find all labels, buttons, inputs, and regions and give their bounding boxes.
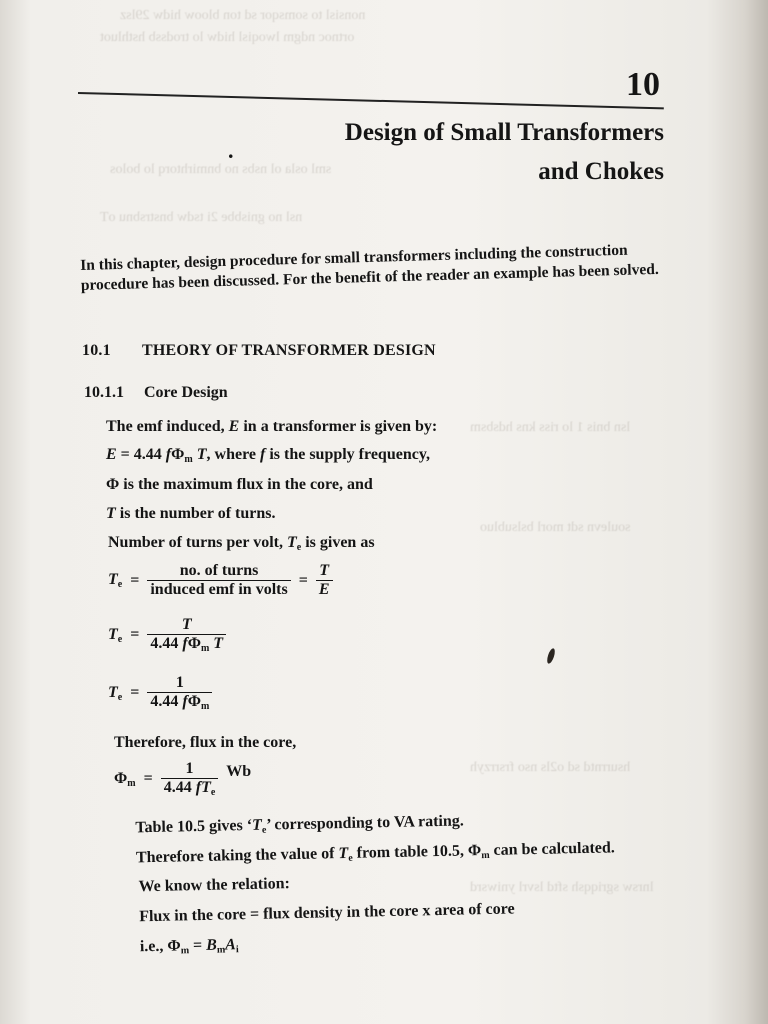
subsection-title: Core Design xyxy=(144,384,228,401)
bleed-through-text: hsurrntd sd o2ls nso frsrrzyh xyxy=(470,760,631,775)
emf-intro: The emf induced, E in a transformer is given by: xyxy=(106,418,438,435)
emf-equation: E = 4.44 $f\Phi_m$ T, where f is the supply frequency, xyxy=(106,446,430,465)
relation-intro: We know the relation: xyxy=(138,875,291,896)
chapter-number: 10 xyxy=(626,66,660,103)
te-equation-1: $T_e$ = $\frac{\text{no. of turns}}{\text{induced emf in volts}}$ = $\frac{T}{E}$ xyxy=(108,562,333,599)
table-reference: Table 10.5 gives ‘$T_e$’ corresponding to VA rating. xyxy=(135,812,464,837)
chapter-intro: In this chapter, design procedure for small transformers including the construction procedure has been discussed. For the benefit of the reader an example has been solved. xyxy=(80,241,659,295)
subsection-number: 10.1.1 xyxy=(84,384,124,401)
subsection-heading xyxy=(84,384,228,402)
te-equation-3: $T_e$ = $\frac{1}{4.44 f\Phi_m}$ xyxy=(108,674,212,712)
section-heading xyxy=(82,342,436,360)
flux-relation: Flux in the core = flux density in the core x area of core xyxy=(139,900,515,926)
section-title: THEORY OF TRANSFORMER DESIGN xyxy=(142,342,436,359)
section-number: 10.1 xyxy=(82,342,111,359)
ink-mark xyxy=(546,647,557,664)
bleed-through-text: sml osla ol nsbs no bnmirhtorq lo bolos xyxy=(110,162,332,177)
bleed-through-text: ortnoc ndgm lwoqisl hidw lo trodssb hsthluot xyxy=(100,30,355,45)
turns-definition: T is the number of turns. xyxy=(106,505,276,522)
chapter-title-line2: and Chokes xyxy=(538,157,664,185)
phi-m-equation: $\Phi_m$ = $\frac{1}{4.44 fT_e}$ Wb xyxy=(114,760,252,798)
chapter-title-line1: Design of Small Transformers xyxy=(344,119,664,146)
chapter-title xyxy=(345,114,664,192)
turns-per-volt: Number of turns per volt, $T_e$ is given as xyxy=(108,534,375,553)
bleed-through-text: nsl no gnisbbe 2i tsdw bnstrsbnu oT xyxy=(100,210,303,225)
therefore-line: Therefore, flux in the core, xyxy=(114,734,297,751)
title-bullet: . xyxy=(228,138,234,163)
bleed-through-text: nonsisl to somsqor sd ton bloow hidw 29lsz xyxy=(120,8,366,23)
te-equation-2: $T_e$ = $\frac{T}{4.44 f\Phi_m T}$ xyxy=(108,616,226,654)
bleed-through-text: soulevn sdt morl bslsubluo xyxy=(480,520,631,535)
chapter-rule xyxy=(78,92,664,109)
bleed-through-text: lnrsw sgriqqsh sftd lsvrl yniwsrd xyxy=(470,880,654,895)
phi-definition: Φ is the maximum flux in the core, and xyxy=(106,476,373,493)
ie-equation: i.e., $\Phi_m = B_mA_i$ xyxy=(139,936,239,957)
taking-value-line: Therefore taking the value of $T_e$ from table 10.5, $\Phi_m$ can be calculated. xyxy=(135,839,615,867)
bleed-through-text: lsn bnis 1 lo riss kns hdsbsm xyxy=(470,420,631,435)
